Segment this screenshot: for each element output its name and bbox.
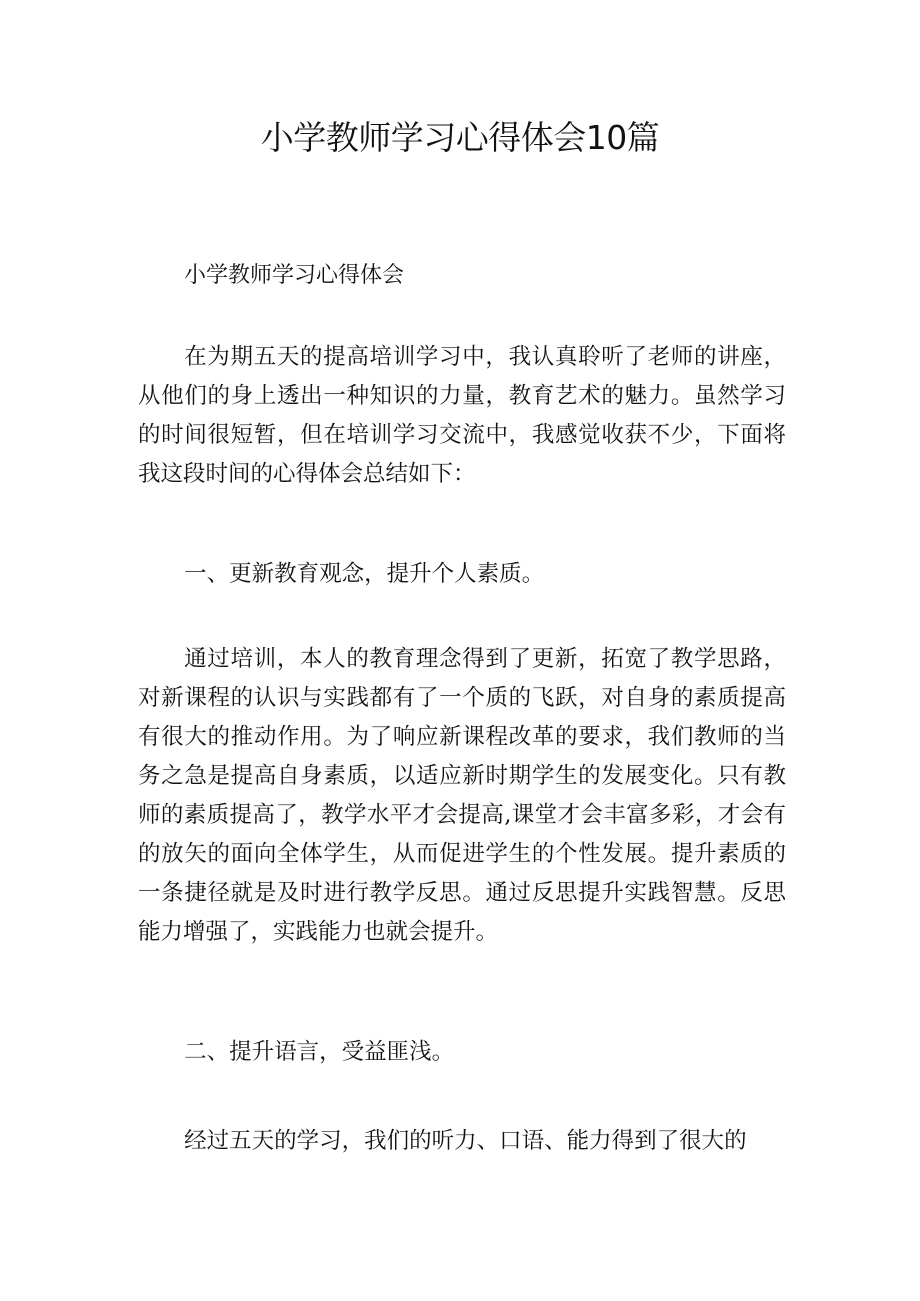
paragraph-intro: 在为期五天的提高培训学习中，我认真聆听了老师的讲座，从他们的身上透出一种知识的力量，教育艺术的魅力。虽然学习的时间很短暂，但在培训学习交流中，我感觉收获不少，下面将我这段时间的心得体会总结如下： [138, 344, 786, 487]
heading-point-1: 一、更新教育观念，提升个人素质。 [184, 561, 545, 587]
paragraph-point-1: 通过培训，本人的教育理念得到了更新，拓宽了教学思路，对新课程的认识与实践都有了一个质的飞跃，对自身的素质提高有很大的推动作用。为了响应新课程改革的要求，我们教师的当务之急是提高自身素质，以适应新时期学生的发展变化。只有教师的素质提高了，教学水平才会提高,课堂才会丰富多彩，才会有的放矢的面向全体学生，从而促进学生的个性发展。提升素质的一条捷径就是及时进行教学反思。通过反思提升实践智慧。反思能力增强了，实践能力也就会提升。 [138, 646, 786, 945]
paragraph-point-2: 经过五天的学习，我们的听力、口语、能力得到了很大的 [184, 1128, 747, 1154]
section-heading: 小学教师学习心得体会 [184, 263, 405, 288]
heading-point-2: 二、提升语言，受益匪浅。 [184, 1039, 455, 1065]
document-title: 小学教师学习心得体会10篇 [260, 118, 660, 157]
